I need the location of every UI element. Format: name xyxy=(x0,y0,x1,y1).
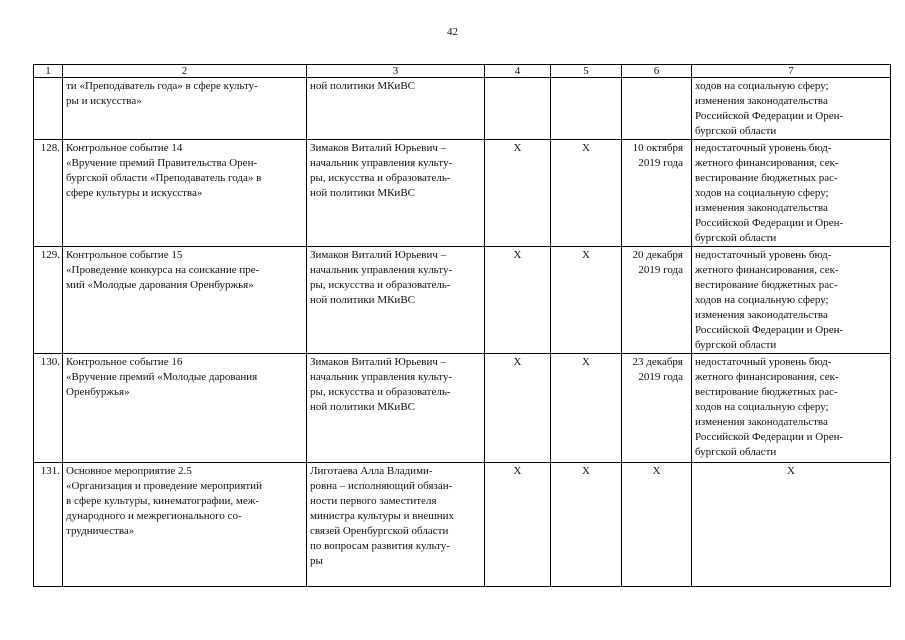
column-header: 4 xyxy=(485,65,551,78)
mark-cell: X xyxy=(551,247,622,354)
table-row xyxy=(34,354,891,463)
date-cell: 23 декабря 2019 года xyxy=(622,354,692,463)
row-number xyxy=(34,78,63,140)
row-number: 131. xyxy=(34,463,63,587)
mark-cell: X xyxy=(485,463,551,587)
table-row xyxy=(34,463,891,587)
responsible-cell: Зимаков Виталий Юрьевич – начальник управления культу- ры, искусства и образователь- ной политики МКиВС xyxy=(307,354,485,463)
mark-cell: X xyxy=(551,463,622,587)
responsible-cell: Зимаков Виталий Юрьевич – начальник управления культу- ры, искусства и образователь- ной политики МКиВС xyxy=(307,140,485,247)
event-cell: Контрольное событие 15 «Проведение конкурса на соискание пре- мий «Молодые дарования Оренбуржья» xyxy=(63,247,307,354)
table-row xyxy=(34,140,891,247)
event-cell: Основное мероприятие 2.5 «Организация и проведение мероприятий в сфере культуры, кинематографии, меж- дународного и межрегионального со- трудничества» xyxy=(63,463,307,587)
table-row xyxy=(34,247,891,354)
events-table xyxy=(33,64,891,587)
mark-cell xyxy=(485,78,551,140)
mark-cell: X xyxy=(692,463,891,587)
responsible-cell: ной политики МКиВС xyxy=(307,78,485,140)
column-header: 6 xyxy=(622,65,692,78)
row-number: 128. xyxy=(34,140,63,247)
mark-cell: X xyxy=(485,354,551,463)
column-header: 5 xyxy=(551,65,622,78)
risks-cell: недостаточный уровень бюд- жетного финансирования, сек- вестирование бюджетных рас- ходов на социальную сферу; изменения законодательства Российской Федерации и Орен- бургской области xyxy=(692,140,891,247)
date-cell xyxy=(622,78,692,140)
column-header: 1 xyxy=(34,65,63,78)
event-cell: ти «Преподаватель года» в сфере культу- ры и искусства» xyxy=(63,78,307,140)
mark-cell xyxy=(551,78,622,140)
row-number: 130. xyxy=(34,354,63,463)
mark-cell: X xyxy=(622,463,692,587)
event-cell: Контрольное событие 14 «Вручение премий Правительства Орен- бургской области «Преподаватель года» в сфере культуры и искусства» xyxy=(63,140,307,247)
column-header: 2 xyxy=(63,65,307,78)
mark-cell: X xyxy=(551,140,622,247)
responsible-cell: Зимаков Виталий Юрьевич – начальник управления культу- ры, искусства и образователь- ной политики МКиВС xyxy=(307,247,485,354)
event-cell: Контрольное событие 16 «Вручение премий «Молодые дарования Оренбуржья» xyxy=(63,354,307,463)
row-number: 129. xyxy=(34,247,63,354)
table-row xyxy=(34,78,891,140)
table-header-row xyxy=(34,65,891,78)
risks-cell: недостаточный уровень бюд- жетного финансирования, сек- вестирование бюджетных рас- ходов на социальную сферу; изменения законодательства Российской Федерации и Орен- бургской области xyxy=(692,354,891,463)
mark-cell: X xyxy=(485,247,551,354)
date-cell: 20 декабря 2019 года xyxy=(622,247,692,354)
mark-cell: X xyxy=(485,140,551,247)
page-number: 42 xyxy=(447,26,458,38)
column-header: 7 xyxy=(692,65,891,78)
risks-cell: недостаточный уровень бюд- жетного финансирования, сек- вестирование бюджетных рас- ходов на социальную сферу; изменения законодательства Российской Федерации и Орен- бургской области xyxy=(692,247,891,354)
responsible-cell: Лиготаева Алла Владими- ровна – исполняющий обязан- ности первого заместителя министра культуры и внешних связей Оренбургской области по вопросам развития культу- ры xyxy=(307,463,485,587)
mark-cell: X xyxy=(551,354,622,463)
risks-cell: ходов на социальную сферу; изменения законодательства Российской Федерации и Орен- бургской области xyxy=(692,78,891,140)
date-cell: 10 октября 2019 года xyxy=(622,140,692,247)
column-header: 3 xyxy=(307,65,485,78)
